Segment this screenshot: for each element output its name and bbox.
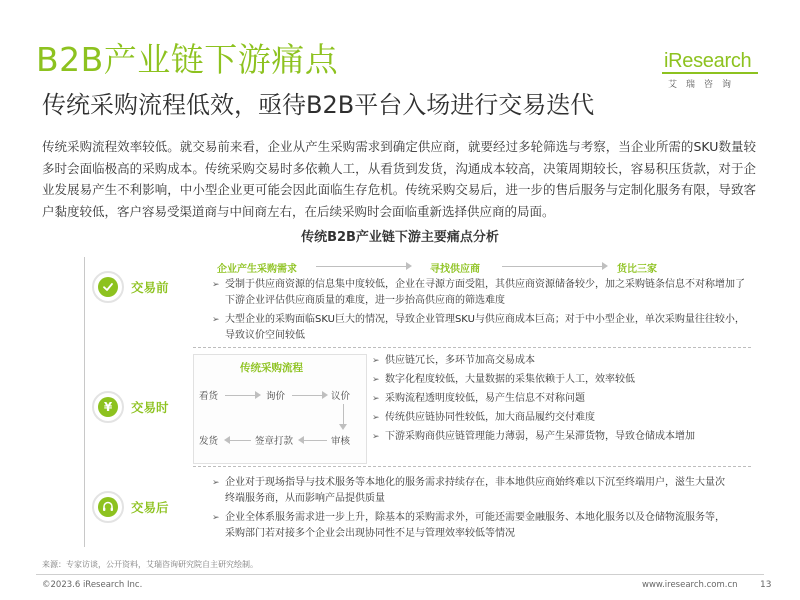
stage-label-during: 交易时 xyxy=(131,400,169,415)
logo-underline xyxy=(662,72,758,74)
process-arrow-line xyxy=(304,440,327,441)
separator-dashed xyxy=(193,347,751,348)
process-step-review: 审核 xyxy=(331,436,351,447)
process-title: 传统采购流程 xyxy=(240,362,303,374)
list-item: ➢ 供应链冗长，多环节加高交易成本 xyxy=(372,353,727,369)
list-item: ➢ 企业全体系服务需求进一步上升，除基本的采购需求外，可能还需要金融服务、本地化服务以及仓储物流服务等，采购部门若对接多个企业会出现协同性不足与管理效率较低等情况 xyxy=(212,510,732,542)
flow-step-1: 企业产生采购需求 xyxy=(217,264,297,275)
list-item: ➢ 采购流程透明度较低，易产生信息不对称问题 xyxy=(372,391,727,407)
list-item: ➢ 传统供应链协同性较低，加大商品履约交付难度 xyxy=(372,410,727,426)
flow-arrow-line xyxy=(316,266,406,267)
footer-divider xyxy=(36,574,764,575)
process-step-ship: 发货 xyxy=(199,436,219,447)
flow-step-2: 寻找供应商 xyxy=(430,264,480,275)
timeline-line xyxy=(84,257,85,547)
arrow-right-icon xyxy=(255,391,261,399)
during-bullet-list xyxy=(372,353,727,445)
headset-icon xyxy=(92,491,124,523)
list-item: ➢ 数字化程度较低，大量数据的采集依赖于人工，效率较低 xyxy=(372,372,727,388)
flow-step-3: 货比三家 xyxy=(617,264,657,275)
copyright: ©2023.6 iResearch Inc. xyxy=(42,580,143,590)
process-step-negotiate: 议价 xyxy=(331,391,351,402)
page-title: B2B产业链下游痛点 xyxy=(36,40,339,79)
process-step-sign-pay: 签章打款 xyxy=(255,436,294,447)
process-step-view: 看货 xyxy=(199,391,219,402)
source-note: 来源：专家访谈，公开资料，艾瑞咨询研究院自主研究绘制。 xyxy=(42,560,258,569)
process-arrow-line xyxy=(230,440,251,441)
arrow-right-icon xyxy=(406,262,412,270)
arrow-right-icon xyxy=(322,391,328,399)
logo-subtext: 艾瑞咨询 xyxy=(668,80,741,90)
stage-label-after: 交易后 xyxy=(131,500,169,515)
after-bullet-list xyxy=(212,475,732,542)
list-item: ➢ 下游采购商供应链管理能力薄弱，易产生呆滞货物，导致仓储成本增加 xyxy=(372,429,727,445)
list-item: ➢ 企业对于现场指导与技术服务等本地化的服务需求持续存在，非本地供应商始终难以下沉至终端用户，滋生大量次终端服务商，从而影响产品提供质量 xyxy=(212,475,732,507)
arrow-down-icon xyxy=(339,424,347,430)
page-number: 13 xyxy=(760,580,772,590)
separator-dashed xyxy=(193,466,751,467)
website-link[interactable]: www.iresearch.com.cn xyxy=(642,580,738,590)
process-step-inquiry: 询价 xyxy=(266,391,286,402)
flow-arrow-line xyxy=(502,266,602,267)
check-circle-icon xyxy=(92,271,124,303)
arrow-right-icon xyxy=(602,262,608,270)
list-item: ➢ 大型企业的采购面临SKU巨大的情况，导致企业管理SKU与供应商成本巨高；对于中小型企业，单次采购量往往较小，导致议价空间较低 xyxy=(212,312,752,344)
intro-paragraph: 传统采购流程效率较低。就交易前来看，企业从产生采购需求到确定供应商，就要经过多轮筛选与考察，当企业所需的SKU数量较多时会面临极高的采购成本。传统采购交易时多依赖人工，从看货到发货，沟通成本较高，决策周期较长，容易积压货款，对于企业发展易产生不利影响，中小型企业更可能会因此面临生存危机。传统采购交易后，进一步的售后服务与定制化服务有限，导致客户黏度较低，客户容易受渠道商与中间商左右，在后续采购时会面临重新选择供应商的局面。 xyxy=(42,139,756,219)
stage-label-before: 交易前 xyxy=(131,280,169,295)
process-arrow-line xyxy=(343,404,344,424)
process-arrow-line xyxy=(225,395,255,396)
logo-text: iResearch xyxy=(664,50,752,72)
before-bullet-list xyxy=(212,277,752,344)
yen-coin-icon: ¥ xyxy=(92,391,124,423)
page-subtitle: 传统采购流程低效，亟待B2B平台入场进行交易迭代 xyxy=(42,91,595,119)
iresearch-logo xyxy=(662,46,762,94)
list-item: ➢ 受制于供应商资源的信息集中度较低，企业在寻源方面受阻，其供应商资源储备较少，加之采购链条信息不对称增加了下游企业评估供应商质量的难度，进一步抬高供应商的筛选难度 xyxy=(212,277,752,309)
section-title: 传统B2B产业链下游主要痛点分析 xyxy=(301,230,499,245)
process-arrow-line xyxy=(292,395,322,396)
